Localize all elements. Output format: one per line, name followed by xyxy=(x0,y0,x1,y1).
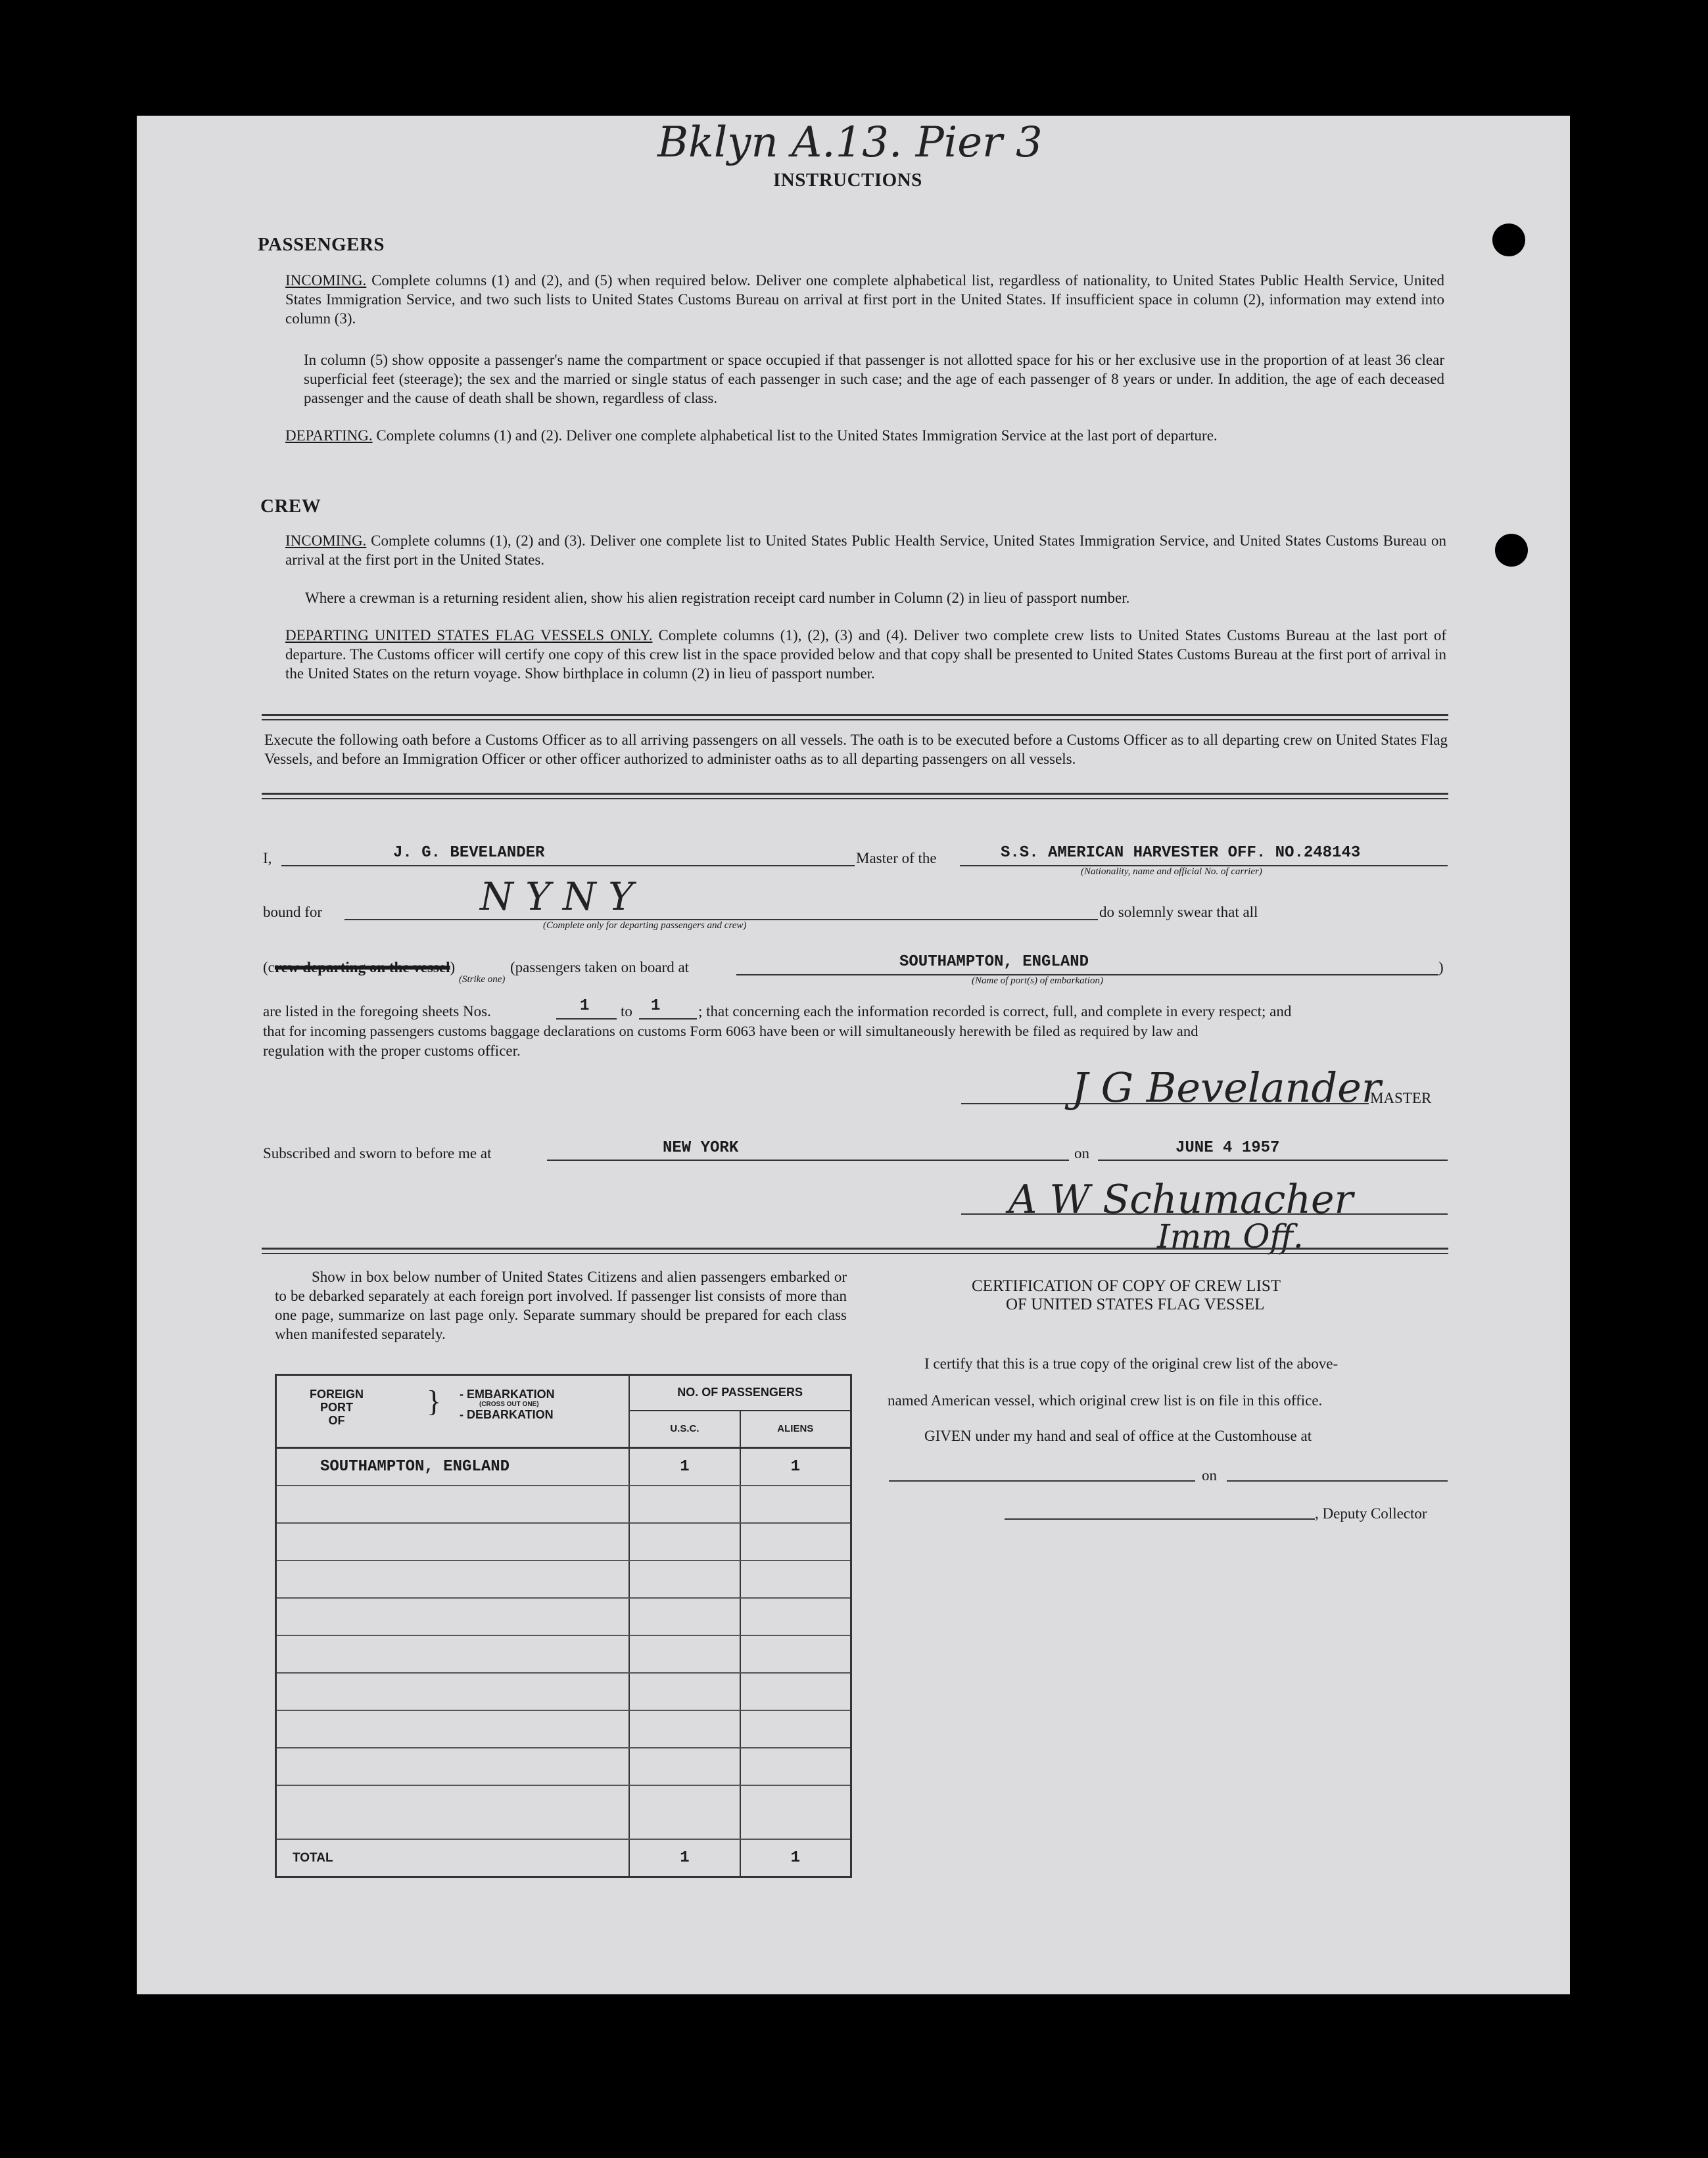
debark-label: - DEBARKATION xyxy=(460,1408,554,1421)
cross-out-label: (CROSS OUT ONE) xyxy=(479,1401,539,1408)
incoming-label: INCOMING. xyxy=(285,272,367,289)
certification-line-3: GIVEN under my hand and seal of office at the Customhouse at xyxy=(924,1428,1312,1444)
sheet-to: 1 xyxy=(651,997,661,1015)
departing-text: Complete columns (1) and (2). Deliver one complete alphabetical list to the United States Immigration Service at the last port of departure. xyxy=(376,427,1218,444)
field-line xyxy=(1098,1160,1448,1161)
port-header xyxy=(300,1388,373,1427)
port-header-cell xyxy=(276,1375,630,1448)
field-line xyxy=(889,1480,1195,1482)
certification-line-2: named American vessel, which original crew list is on file in this office. xyxy=(888,1392,1323,1409)
master-signature: J G Bevelander xyxy=(1072,1064,1381,1112)
table-row xyxy=(276,1560,851,1598)
listed-line-2: that for incoming passengers customs baggage declarations on customs Form 6063 have been or will simultaneously herewith be filed as required by law and xyxy=(263,1023,1198,1039)
divider xyxy=(262,1253,1448,1254)
field-line xyxy=(1005,1518,1315,1520)
table-row xyxy=(276,1748,851,1785)
embark-options xyxy=(460,1388,555,1421)
strike-choice xyxy=(263,958,455,977)
row-port: SOUTHAMPTON, ENGLAND xyxy=(276,1448,630,1486)
port-value: SOUTHAMPTON, ENGLAND xyxy=(899,953,1089,971)
handwritten-annotation: Bklyn A.13. Pier 3 xyxy=(657,118,1043,167)
field-line xyxy=(281,865,855,866)
brace-icon: } xyxy=(427,1384,442,1418)
bound-for-label: bound for xyxy=(263,904,323,920)
sheet-from: 1 xyxy=(580,997,590,1015)
bound-for-value: N Y N Y xyxy=(480,874,634,919)
listed-label: are listed in the foregoing sheets Nos. xyxy=(263,1003,491,1020)
crew-departing-text: Complete columns (1), (2), (3) and (4). Deliver two complete crew lists to United States Customs Bureau at the last port of departure. The Customs officer will certify one copy of this crew list in the space provided below and that copy shall be presented to United States Customs Bureau at the first port of arrival in the United States on the return voyage. Show birthplace in column (2) in lieu of passport number. xyxy=(285,627,1447,682)
bound-for-caption: (Complete only for departing passengers and crew) xyxy=(543,920,747,931)
table-row xyxy=(276,1710,851,1748)
table-row xyxy=(276,1635,851,1673)
sworn-place: NEW YORK xyxy=(663,1139,739,1157)
total-usc: 1 xyxy=(629,1839,740,1877)
summary-instructions: Show in box below number of United States Citizens and alien passengers embarked or to be debarked separately at each foreign port involved. If passenger list consists of more than one page, summarize on last page only. Separate summary should be prepared for each class when manifested separately. xyxy=(275,1269,847,1342)
crew-incoming-text: Complete columns (1), (2) and (3). Deliver one complete list to United States Public Health Service, United States Immigration Service, and United States Customs Bureau on arrival at the first port in the United States. xyxy=(285,532,1446,568)
row-usc: 1 xyxy=(629,1448,740,1486)
listed-rest: ; that concerning each the information recorded is correct, full, and complete in every respect; and xyxy=(698,1003,1292,1020)
field-line xyxy=(639,1018,697,1020)
table-row xyxy=(276,1486,851,1523)
i-label: I, xyxy=(263,850,272,866)
certification-title-1: CERTIFICATION OF COPY OF CREW LIST xyxy=(972,1277,1281,1295)
table-row xyxy=(276,1523,851,1560)
master-of-label: Master of the xyxy=(856,850,937,866)
sworn-label: Subscribed and sworn to before me at xyxy=(263,1145,492,1161)
crew-departing-label: DEPARTING UNITED STATES FLAG VESSELS ONLY. xyxy=(285,627,653,644)
certification-title-2: OF UNITED STATES FLAG VESSEL xyxy=(1006,1296,1265,1313)
departing-label: DEPARTING. xyxy=(285,427,373,444)
field-line xyxy=(556,1018,617,1020)
master-label: MASTER xyxy=(1370,1090,1432,1106)
port-caption: (Name of port(s) of embarkation) xyxy=(972,975,1103,986)
divider xyxy=(262,798,1448,799)
officer-title: Imm Off. xyxy=(1157,1217,1304,1255)
master-name-value: J. G. BEVELANDER xyxy=(393,844,545,862)
oath-intro: Execute the following oath before a Customs Officer as to all arriving passengers on all vessels. The oath is to be executed before a Customs Officer as to all departing crew on United States Flag Vessels, and before an Immigration Officer or other officer authorized to administer oaths as to all departing passengers on all vessels. xyxy=(264,732,1448,767)
passengers-heading: PASSENGERS xyxy=(258,234,385,255)
divider xyxy=(262,719,1448,720)
vessel-value: S.S. AMERICAN HARVESTER OFF. NO.248143 xyxy=(1001,844,1361,862)
passengers-header: NO. OF PASSENGERS xyxy=(629,1375,851,1411)
officer-signature: A W Schumacher xyxy=(1008,1177,1354,1223)
total-row xyxy=(276,1839,851,1877)
paren-close: ) xyxy=(450,959,456,975)
crew-departing xyxy=(285,626,1446,683)
row-aliens: 1 xyxy=(740,1448,851,1486)
crew-incoming xyxy=(285,531,1446,569)
certification-on-label: on xyxy=(1202,1467,1217,1484)
embark-label: - EMBARKATION xyxy=(460,1388,555,1401)
punch-hole xyxy=(1492,223,1525,256)
table-row xyxy=(276,1673,851,1710)
sworn-date: JUNE 4 1957 xyxy=(1175,1139,1280,1157)
divider xyxy=(262,1248,1448,1250)
port-header-3: OF xyxy=(328,1414,345,1427)
incoming-text: Complete columns (1) and (2), and (5) when required below. Deliver one complete alphabetical list, regardless of nationality, to United States Public Health Service, United States Immigration Service, and two such lists to United States Customs Bureau on arrival at first port in the United States. If insufficient space in column (2), information may extend into column (3). xyxy=(285,272,1444,327)
field-line xyxy=(547,1160,1069,1161)
taken-label: (passengers taken on board at xyxy=(510,959,690,975)
passengers-incoming xyxy=(285,271,1444,328)
total-aliens: 1 xyxy=(740,1839,851,1877)
on-label: on xyxy=(1074,1145,1089,1161)
listed-line-3: regulation with the proper customs officer. xyxy=(263,1043,521,1059)
divider xyxy=(262,714,1448,716)
to-label: to xyxy=(621,1003,632,1020)
crew-heading: CREW xyxy=(260,496,321,517)
certification-line-1: I certify that this is a true copy of the original crew list of the above- xyxy=(924,1355,1339,1372)
table-row xyxy=(276,1598,851,1635)
table-header xyxy=(276,1375,851,1411)
struck-text: rew departing on the vessel xyxy=(274,959,450,975)
port-header-2: PORT xyxy=(320,1401,353,1414)
table-row xyxy=(276,1785,851,1839)
strike-caption: (Strike one) xyxy=(459,974,506,985)
swear-label: do solemnly swear that all xyxy=(1099,904,1258,920)
divider xyxy=(262,793,1448,795)
aliens-header: ALIENS xyxy=(740,1411,851,1448)
passengers-column5: In column (5) show opposite a passenger's name the compartment or space occupied if that passenger is not allotted space for his or her exclusive use in the proportion of at least 36 clear superficial feet (steerage); the sex and the married or single status of each passenger in such case; and the age of each passenger of 8 years or under. In addition, the age of each deceased passenger and the cause of death shall be shown, regardless of class. xyxy=(304,352,1444,406)
page-title: INSTRUCTIONS xyxy=(773,170,922,191)
usc-header: U.S.C. xyxy=(629,1411,740,1448)
table-row xyxy=(276,1448,851,1486)
punch-hole xyxy=(1495,534,1528,567)
total-label: TOTAL xyxy=(276,1839,630,1877)
passenger-summary-table xyxy=(275,1374,852,1878)
port-header-1: FOREIGN xyxy=(309,1388,364,1401)
paren-close-2: ) xyxy=(1438,959,1444,975)
paren-open: (c xyxy=(263,959,275,975)
crew-resident: Where a crewman is a returning resident alien, show his alien registration receipt card number in Column (2) in lieu of passport number. xyxy=(305,590,1130,606)
crew-incoming-label: INCOMING. xyxy=(285,532,367,549)
passengers-departing xyxy=(285,426,1444,445)
vessel-caption: (Nationality, name and official No. of carrier) xyxy=(1081,866,1262,877)
deputy-label: , Deputy Collector xyxy=(1315,1505,1427,1522)
field-line xyxy=(1227,1480,1448,1482)
